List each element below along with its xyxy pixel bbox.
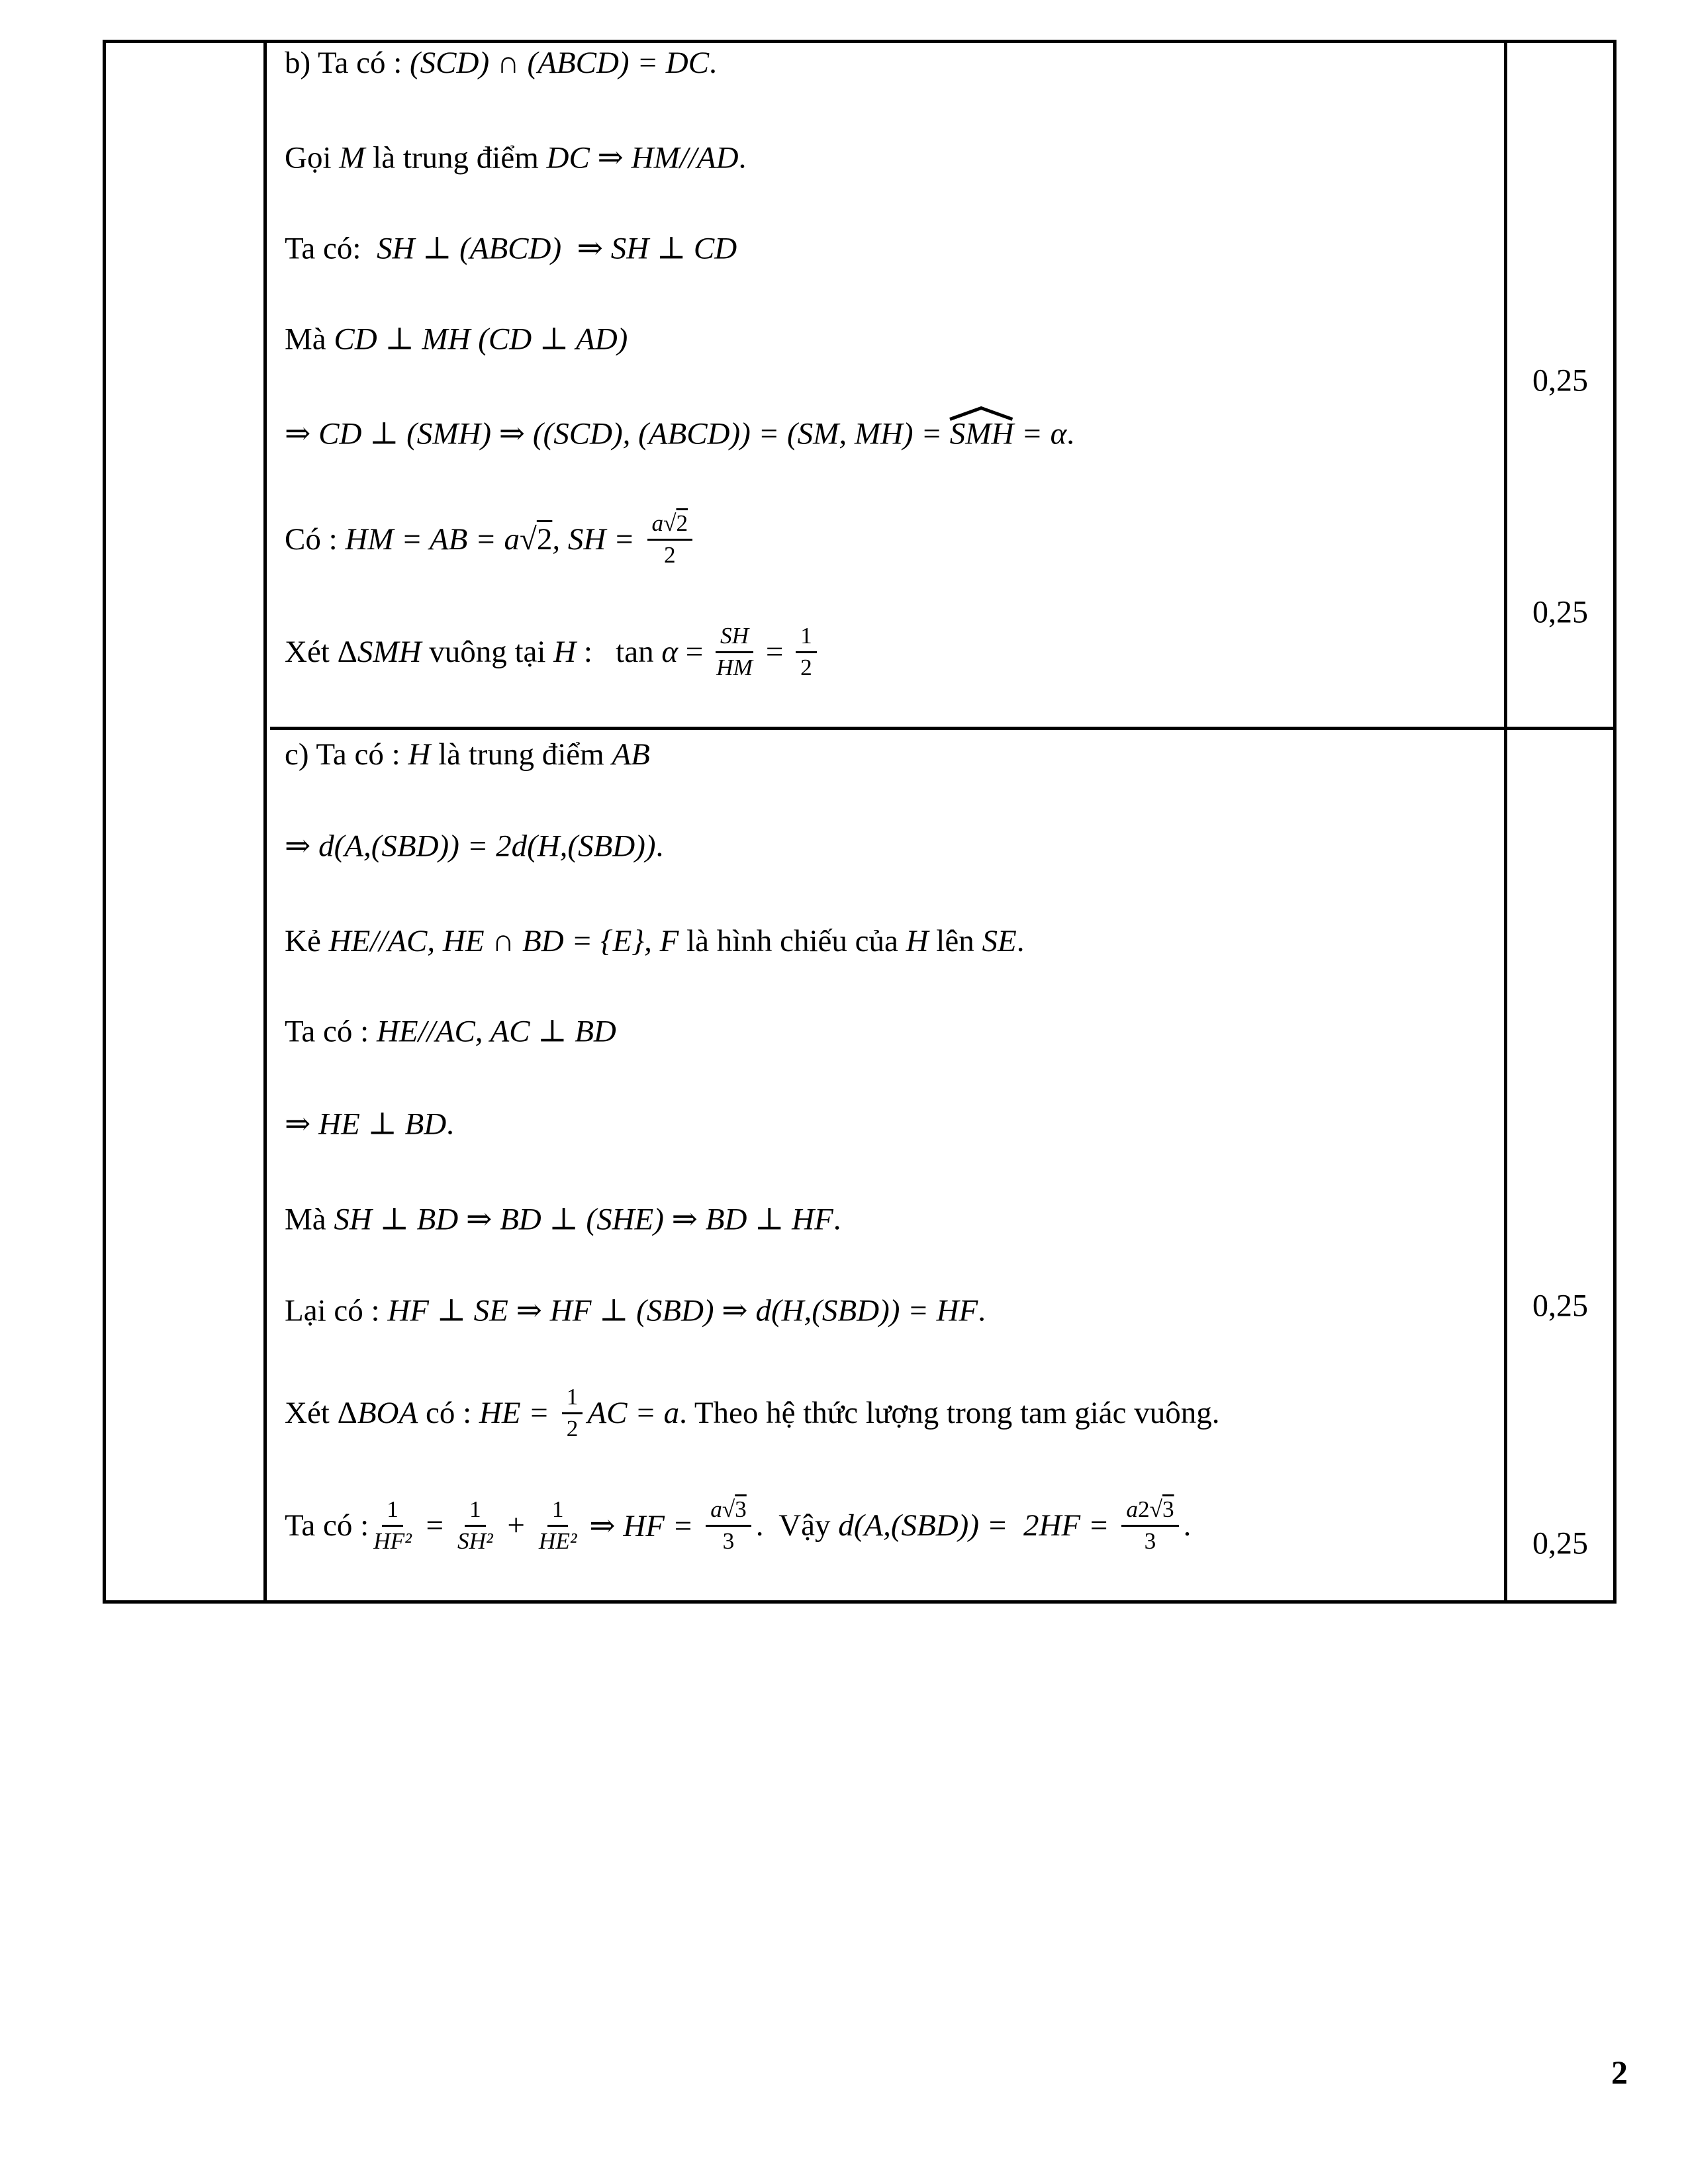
fraction: $\frac{a√3}{3}$	[706, 1496, 751, 1555]
score-value: 0,25	[1532, 363, 1588, 398]
solution-row-b	[270, 43, 1511, 730]
fraction: $\frac{1}{\text{HE²}}$	[538, 1496, 577, 1554]
fraction: $\frac{a2√3}{3}$	[1121, 1496, 1178, 1555]
formula-line-c7: Lại có : HF ⊥ SE ⇒ HF ⊥ (SBD) ⇒ d(H,(SBD)) = HF .	[285, 1293, 986, 1328]
formula-line-b3: Ta có: SH ⊥ (ABCD) ⇒ SH ⊥ CD	[285, 231, 737, 266]
formula-line-c5: ⇒ HE ⊥ BD .	[285, 1107, 454, 1142]
score-column	[1504, 43, 1613, 1600]
formula-line-b2: Gọi M là trung điểm DC ⇒ HM//AD .	[285, 140, 747, 175]
score-value: 0,25	[1532, 1525, 1588, 1561]
square-root: √3	[1149, 1496, 1174, 1522]
formula-line-b6: Có : HM = AB = a √2 , SH = $\frac{a√2}{2}$	[285, 510, 697, 569]
fraction: $\frac{a√2}{2}$	[647, 510, 693, 569]
fraction: $\frac{1}{\text{HF²}}$	[373, 1496, 412, 1554]
question-number-cell	[106, 43, 267, 1600]
score-cell-c	[1507, 730, 1613, 1604]
square-root: √2	[663, 510, 688, 536]
solution-column	[270, 43, 1511, 1600]
formula-line-c6: Mà SH ⊥ BD ⇒ BD ⊥ (SHE) ⇒ BD ⊥ HF .	[285, 1202, 841, 1237]
widehat-icon	[948, 406, 1014, 420]
formula-line-c4: Ta có : HE//AC, AC ⊥ BD	[285, 1014, 616, 1049]
score-cell-b	[1507, 43, 1613, 730]
fraction: $\frac{1}{2}$	[796, 623, 817, 681]
formula-line-c1: c) Ta có : H là trung điểm AB	[285, 737, 650, 772]
formula-line-c8: Xét Δ BOA có : HE = $\frac{1}{2}$ AC = a . Theo hệ thức lượng trong tam giác vuông.	[285, 1383, 1220, 1441]
formula-line-c9: Ta có : $\frac{1}{\text{HF²}}$ = $\frac{1}{\text{SH²}}$ + $\frac{1}{\text{HE²}}$ ⇒ HF = $\frac{a√3}{3}$ . Vậy d(A,(SBD)) = 2HF = $\frac{a2√3}{3}$ .	[285, 1496, 1192, 1554]
formula-line-b7: Xét Δ SMH vuông tại H : tan α = $\frac{SH}{HM}$ = $\frac{1}{2}$	[285, 623, 821, 681]
square-root: √2	[520, 522, 553, 557]
page-number: 2	[1611, 2054, 1628, 2091]
formula-line-b4: Mà CD ⊥ MH (CD ⊥ AD)	[285, 322, 628, 357]
score-value: 0,25	[1532, 594, 1588, 630]
formula-line-c2: ⇒ d(A,(SBD)) = 2d(H,(SBD)) .	[285, 829, 664, 864]
fraction: $\frac{SH}{HM}$	[716, 622, 753, 680]
grading-table	[103, 40, 1617, 1604]
formula-line-b1: b) Ta có : (SCD) ∩ (ABCD) = DC .	[285, 46, 717, 80]
fraction: $\frac{1}{2}$	[562, 1384, 583, 1442]
angle-hat: SMH	[950, 416, 1014, 451]
solution-row-c	[270, 730, 1511, 1604]
formula-line-b5: ⇒ CD ⊥ (SMH) ⇒ ((SCD), (ABCD)) = (SM, MH) = SMH = α .	[285, 416, 1074, 452]
score-value: 0,25	[1532, 1288, 1588, 1324]
square-root: √3	[722, 1496, 747, 1522]
formula-line-c3: Kẻ HE//AC, HE ∩ BD = {E}, F là hình chiếu của H lên SE .	[285, 924, 1025, 958]
fraction: $\frac{1}{\text{SH²}}$	[457, 1496, 493, 1554]
